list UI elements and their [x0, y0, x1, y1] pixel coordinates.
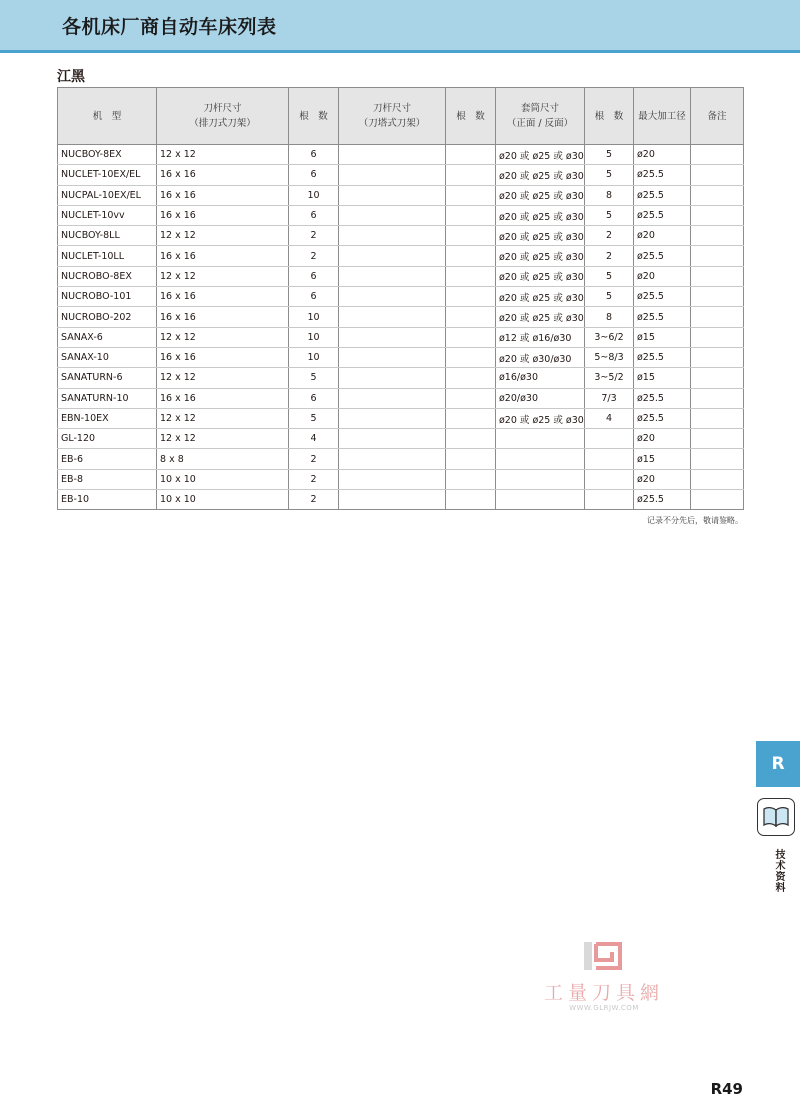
watermark-logo-icon — [580, 940, 626, 972]
cell-max-diameter: ø25.5 — [634, 307, 691, 327]
cell-model: SANATURN-10 — [58, 388, 157, 408]
cell-turret-size — [339, 347, 446, 367]
cell-remarks — [691, 287, 744, 307]
cell-turret-size — [339, 429, 446, 449]
cell-count-3: 7/3 — [585, 388, 634, 408]
page-title: 各机床厂商自动车床列表 — [62, 16, 277, 38]
cell-turret-size — [339, 408, 446, 428]
cell-count-3: 4 — [585, 408, 634, 428]
cell-count-2 — [446, 307, 496, 327]
cell-count-2 — [446, 185, 496, 205]
cell-model: NUCBOY-8EX — [58, 145, 157, 165]
cell-count-1: 6 — [289, 388, 339, 408]
side-label: 技术资料 — [773, 849, 784, 893]
table-row — [58, 205, 744, 225]
header-sleeve-line1: 套筒尺寸 — [520, 103, 559, 114]
header-shank-size — [157, 88, 289, 145]
cell-sleeve-size — [496, 469, 585, 489]
cell-remarks — [691, 347, 744, 367]
cell-turret-size — [339, 145, 446, 165]
cell-model: NUCLET-10vv — [58, 205, 157, 225]
cell-count-3: 3~5/2 — [585, 368, 634, 388]
cell-count-3: 3~6/2 — [585, 327, 634, 347]
cell-max-diameter: ø25.5 — [634, 388, 691, 408]
cell-shank-size: 12 x 12 — [157, 226, 289, 246]
cell-count-2 — [446, 347, 496, 367]
cell-count-3 — [585, 449, 634, 469]
table-body — [58, 145, 744, 510]
page-number: R49 — [710, 1080, 743, 1098]
cell-count-1: 10 — [289, 327, 339, 347]
cell-model: EB-6 — [58, 449, 157, 469]
cell-turret-size — [339, 226, 446, 246]
cell-count-1: 6 — [289, 205, 339, 225]
table-row — [58, 469, 744, 489]
cell-max-diameter: ø20 — [634, 145, 691, 165]
table-row — [58, 408, 744, 428]
cell-count-3: 5 — [585, 205, 634, 225]
cell-model: EB-8 — [58, 469, 157, 489]
cell-shank-size: 16 x 16 — [157, 388, 289, 408]
cell-count-1: 4 — [289, 429, 339, 449]
cell-shank-size: 16 x 16 — [157, 246, 289, 266]
cell-sleeve-size — [496, 429, 585, 449]
cell-remarks — [691, 388, 744, 408]
cell-sleeve-size: ø16/ø30 — [496, 368, 585, 388]
cell-remarks — [691, 368, 744, 388]
header-count-1: 根 数 — [289, 88, 339, 145]
header-count-2: 根 数 — [446, 88, 496, 145]
cell-count-1: 5 — [289, 368, 339, 388]
cell-count-2 — [446, 226, 496, 246]
cell-count-2 — [446, 327, 496, 347]
cell-shank-size: 12 x 12 — [157, 145, 289, 165]
cell-sleeve-size: ø20/ø30 — [496, 388, 585, 408]
cell-shank-size: 16 x 16 — [157, 185, 289, 205]
cell-count-3: 5~8/3 — [585, 347, 634, 367]
cell-count-2 — [446, 408, 496, 428]
cell-shank-size: 16 x 16 — [157, 165, 289, 185]
cell-count-2 — [446, 449, 496, 469]
cell-count-3: 5 — [585, 287, 634, 307]
cell-count-1: 6 — [289, 165, 339, 185]
cell-count-3: 8 — [585, 307, 634, 327]
cell-sleeve-size: ø20 或 ø25 或 ø30 — [496, 246, 585, 266]
cell-max-diameter: ø25.5 — [634, 347, 691, 367]
header-remarks: 备注 — [691, 88, 744, 145]
table-row — [58, 226, 744, 246]
cell-remarks — [691, 449, 744, 469]
cell-turret-size — [339, 205, 446, 225]
cell-remarks — [691, 266, 744, 286]
header-shank-line1: 刀杆尺寸 — [203, 103, 242, 114]
cell-count-2 — [446, 388, 496, 408]
cell-count-2 — [446, 490, 496, 510]
cell-model: NUCROBO-101 — [58, 287, 157, 307]
cell-model: SANAX-10 — [58, 347, 157, 367]
table-row — [58, 185, 744, 205]
cell-max-diameter: ø15 — [634, 327, 691, 347]
cell-turret-size — [339, 469, 446, 489]
cell-count-3: 8 — [585, 185, 634, 205]
cell-remarks — [691, 185, 744, 205]
cell-remarks — [691, 469, 744, 489]
cell-count-3: 5 — [585, 165, 634, 185]
cell-shank-size: 16 x 16 — [157, 287, 289, 307]
watermark-text: 工量刀具網 — [543, 982, 664, 1004]
cell-count-1: 10 — [289, 185, 339, 205]
cell-count-1: 6 — [289, 287, 339, 307]
side-tab-r[interactable]: R — [756, 741, 800, 787]
table-row — [58, 449, 744, 469]
watermark — [538, 940, 670, 1020]
header-max-diameter: 最大加工径 — [634, 88, 691, 145]
cell-shank-size: 12 x 12 — [157, 429, 289, 449]
cell-count-1: 2 — [289, 246, 339, 266]
cell-max-diameter: ø15 — [634, 449, 691, 469]
cell-count-3 — [585, 429, 634, 449]
cell-max-diameter: ø25.5 — [634, 246, 691, 266]
header-sleeve-size — [496, 88, 585, 145]
cell-turret-size — [339, 490, 446, 510]
cell-model: NUCLET-10EX/EL — [58, 165, 157, 185]
cell-count-3: 5 — [585, 266, 634, 286]
cell-count-1: 6 — [289, 145, 339, 165]
header-model: 机 型 — [58, 88, 157, 145]
cell-remarks — [691, 246, 744, 266]
table-row — [58, 368, 744, 388]
cell-shank-size: 10 x 10 — [157, 490, 289, 510]
header-count-3: 根 数 — [585, 88, 634, 145]
cell-remarks — [691, 408, 744, 428]
cell-count-2 — [446, 469, 496, 489]
header-shank-line2: （排刀式刀架） — [189, 118, 256, 129]
cell-model: EB-10 — [58, 490, 157, 510]
table-row — [58, 347, 744, 367]
cell-max-diameter: ø15 — [634, 368, 691, 388]
cell-sleeve-size: ø20 或 ø25 或 ø30 — [496, 266, 585, 286]
cell-shank-size: 10 x 10 — [157, 469, 289, 489]
cell-sleeve-size: ø20 或 ø25 或 ø30 — [496, 226, 585, 246]
table-row — [58, 307, 744, 327]
cell-count-2 — [446, 287, 496, 307]
cell-sleeve-size: ø20 或 ø25 或 ø30 — [496, 408, 585, 428]
cell-sleeve-size: ø20 或 ø25 或 ø30 — [496, 185, 585, 205]
cell-count-3: 2 — [585, 226, 634, 246]
cell-sleeve-size: ø20 或 ø25 或 ø30 — [496, 165, 585, 185]
cell-turret-size — [339, 266, 446, 286]
table-row — [58, 490, 744, 510]
footnote: 记录不分先后，敬请鉴略。 — [647, 516, 743, 525]
cell-remarks — [691, 429, 744, 449]
cell-max-diameter: ø25.5 — [634, 408, 691, 428]
cell-max-diameter: ø25.5 — [634, 185, 691, 205]
cell-count-1: 5 — [289, 408, 339, 428]
cell-shank-size: 12 x 12 — [157, 368, 289, 388]
cell-max-diameter: ø25.5 — [634, 205, 691, 225]
cell-shank-size: 16 x 16 — [157, 347, 289, 367]
cell-max-diameter: ø20 — [634, 266, 691, 286]
cell-sleeve-size: ø12 或 ø16/ø30 — [496, 327, 585, 347]
cell-model: GL-120 — [58, 429, 157, 449]
cell-count-2 — [446, 205, 496, 225]
cell-model: NUCROBO-8EX — [58, 266, 157, 286]
table-row — [58, 145, 744, 165]
cell-max-diameter: ø20 — [634, 429, 691, 449]
cell-count-1: 2 — [289, 449, 339, 469]
section-title: 江黑 — [57, 69, 85, 85]
cell-remarks — [691, 327, 744, 347]
cell-count-2 — [446, 246, 496, 266]
cell-turret-size — [339, 327, 446, 347]
watermark-url: WWW.GLRJW.COM — [569, 1004, 639, 1012]
cell-shank-size: 16 x 16 — [157, 307, 289, 327]
cell-count-1: 10 — [289, 307, 339, 327]
cell-count-1: 2 — [289, 226, 339, 246]
cell-shank-size: 12 x 12 — [157, 266, 289, 286]
cell-count-3: 5 — [585, 145, 634, 165]
cell-sleeve-size: ø20 或 ø30/ø30 — [496, 347, 585, 367]
cell-sleeve-size: ø20 或 ø25 或 ø30 — [496, 287, 585, 307]
cell-turret-size — [339, 368, 446, 388]
cell-model: NUCLET-10LL — [58, 246, 157, 266]
machine-spec-table — [57, 87, 744, 510]
cell-model: NUCROBO-202 — [58, 307, 157, 327]
cell-count-2 — [446, 165, 496, 185]
cell-remarks — [691, 307, 744, 327]
table-row — [58, 429, 744, 449]
cell-remarks — [691, 165, 744, 185]
cell-model: EBN-10EX — [58, 408, 157, 428]
table-row — [58, 327, 744, 347]
table-header-row — [58, 88, 744, 145]
cell-max-diameter: ø20 — [634, 469, 691, 489]
cell-model: SANAX-6 — [58, 327, 157, 347]
cell-count-2 — [446, 429, 496, 449]
book-icon — [757, 798, 795, 836]
cell-count-2 — [446, 145, 496, 165]
cell-max-diameter: ø25.5 — [634, 490, 691, 510]
cell-model: SANATURN-6 — [58, 368, 157, 388]
cell-sleeve-size — [496, 449, 585, 469]
cell-remarks — [691, 490, 744, 510]
cell-max-diameter: ø20 — [634, 226, 691, 246]
header-turret-line2: （刀塔式刀架） — [358, 118, 426, 129]
table-row — [58, 287, 744, 307]
cell-model: NUCBOY-8LL — [58, 226, 157, 246]
cell-turret-size — [339, 449, 446, 469]
cell-model: NUCPAL-10EX/EL — [58, 185, 157, 205]
table-row — [58, 266, 744, 286]
header-turret-line1: 刀杆尺寸 — [372, 103, 411, 114]
header-sleeve-line2: （正面 / 反面） — [506, 118, 574, 129]
cell-turret-size — [339, 307, 446, 327]
cell-sleeve-size: ø20 或 ø25 或 ø30 — [496, 145, 585, 165]
cell-turret-size — [339, 246, 446, 266]
cell-sleeve-size: ø20 或 ø25 或 ø30 — [496, 307, 585, 327]
cell-remarks — [691, 205, 744, 225]
cell-count-2 — [446, 368, 496, 388]
cell-shank-size: 8 x 8 — [157, 449, 289, 469]
cell-max-diameter: ø25.5 — [634, 165, 691, 185]
cell-count-3 — [585, 490, 634, 510]
cell-count-1: 6 — [289, 266, 339, 286]
cell-count-1: 2 — [289, 469, 339, 489]
cell-count-3: 2 — [585, 246, 634, 266]
cell-count-1: 10 — [289, 347, 339, 367]
table-row — [58, 165, 744, 185]
cell-remarks — [691, 145, 744, 165]
cell-turret-size — [339, 185, 446, 205]
cell-count-1: 2 — [289, 490, 339, 510]
cell-count-2 — [446, 266, 496, 286]
header-turret-size — [339, 88, 446, 145]
cell-shank-size: 12 x 12 — [157, 327, 289, 347]
cell-shank-size: 16 x 16 — [157, 205, 289, 225]
cell-shank-size: 12 x 12 — [157, 408, 289, 428]
cell-count-3 — [585, 469, 634, 489]
table-row — [58, 246, 744, 266]
cell-sleeve-size: ø20 或 ø25 或 ø30 — [496, 205, 585, 225]
cell-turret-size — [339, 165, 446, 185]
cell-turret-size — [339, 287, 446, 307]
cell-sleeve-size — [496, 490, 585, 510]
table-row — [58, 388, 744, 408]
cell-remarks — [691, 226, 744, 246]
cell-max-diameter: ø25.5 — [634, 287, 691, 307]
cell-turret-size — [339, 388, 446, 408]
